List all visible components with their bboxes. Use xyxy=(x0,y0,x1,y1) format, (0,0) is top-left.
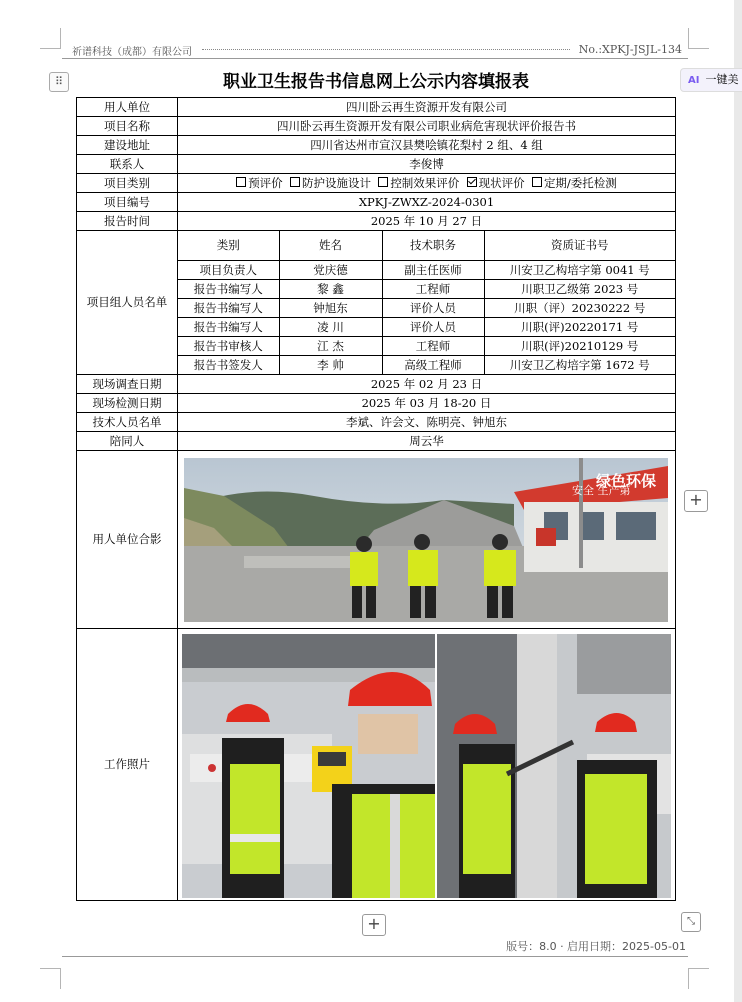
label-cell: 工作照片 xyxy=(77,629,178,901)
members-header: 类别 xyxy=(178,231,279,261)
label-cell: 项目名称 xyxy=(77,117,178,136)
group-photo-banner-left: 安全 生产第 xyxy=(572,484,631,497)
row-address xyxy=(77,136,676,155)
member-cert[interactable]: 川安卫乙构培字第 0041 号 xyxy=(484,261,675,280)
category-option[interactable]: 定期/委托检测 xyxy=(532,176,617,190)
row-contact xyxy=(77,155,676,174)
checkbox-checked-icon xyxy=(467,177,477,187)
category-option[interactable]: 现状评价 xyxy=(467,176,525,190)
label-cell: 技术人员名单 xyxy=(77,413,178,432)
member-role[interactable]: 报告书编写人 xyxy=(178,280,279,299)
header-rule xyxy=(62,58,688,59)
row-escort xyxy=(77,432,676,451)
work-photo-right[interactable] xyxy=(437,634,671,898)
member-role[interactable]: 报告书编写人 xyxy=(178,318,279,337)
label-cell: 陪同人 xyxy=(77,432,178,451)
table-row xyxy=(178,261,675,280)
member-cert[interactable]: 川安卫乙构培字第 1672 号 xyxy=(509,357,650,372)
label-cell: 联系人 xyxy=(77,155,178,174)
member-title[interactable]: 评价人员 xyxy=(382,318,484,337)
group-photo-cell xyxy=(178,451,676,629)
member-title[interactable]: 高级工程师 xyxy=(382,356,484,375)
crop-mark-bottom-right xyxy=(688,968,709,989)
label-cell: 用人单位合影 xyxy=(77,451,178,629)
crop-mark-bottom-left xyxy=(40,968,61,989)
category-option[interactable]: 防护设施设计 xyxy=(290,176,371,190)
ai-beautify-label: 一键美 xyxy=(705,73,739,86)
row-category xyxy=(77,174,676,193)
project-no-value[interactable]: XPKJ-ZWXZ-2024-0301 xyxy=(178,193,676,212)
label-cell: 现场检测日期 xyxy=(77,394,178,413)
member-title[interactable]: 评价人员 xyxy=(382,299,484,318)
ai-beautify-button[interactable] xyxy=(680,68,742,92)
project-name-value[interactable]: 四川卧云再生资源开发有限公司职业病危害现状评价报告书 xyxy=(178,117,676,136)
row-test-date xyxy=(77,394,676,413)
member-title[interactable]: 工程师 xyxy=(382,337,484,356)
add-row-button[interactable]: + xyxy=(362,914,386,936)
members-header: 技术职务 xyxy=(382,231,484,261)
member-title[interactable]: 工程师 xyxy=(382,280,484,299)
member-name[interactable]: 黎 鑫 xyxy=(279,280,382,299)
member-cert[interactable]: 川职（评）20230222 号 xyxy=(484,299,675,318)
add-column-button[interactable]: + xyxy=(684,490,708,512)
row-employer xyxy=(77,98,676,117)
category-option[interactable]: 预评价 xyxy=(236,176,283,190)
address-value[interactable]: 四川省达州市宣汉县樊哙镇花梨村 2 组、4 组 xyxy=(178,136,676,155)
label-cell: 现场调查日期 xyxy=(77,375,178,394)
row-group-photo xyxy=(77,451,676,629)
members-header: 资质证书号 xyxy=(484,231,675,261)
crop-mark-top-right xyxy=(688,28,709,49)
header-doc-no: No.:XPKJ-JSJL-134 xyxy=(578,43,682,56)
members-table xyxy=(178,231,675,374)
member-cert[interactable]: 川职(评)20220171 号 xyxy=(484,318,675,337)
member-cert[interactable]: 川职(评)20210129 号 xyxy=(484,337,675,356)
technicians-value[interactable]: 李斌、许会文、陈明亮、钟旭东 xyxy=(178,413,676,432)
report-time-value[interactable]: 2025 年 10 月 27 日 xyxy=(178,212,676,231)
row-survey-date xyxy=(77,375,676,394)
ai-badge-icon: AI xyxy=(688,75,700,86)
checkbox-icon xyxy=(532,177,542,187)
table-row xyxy=(178,356,675,375)
member-role[interactable]: 报告书编写人 xyxy=(178,299,279,318)
member-name[interactable]: 李 帅 xyxy=(279,356,382,375)
row-technicians xyxy=(77,413,676,432)
checkbox-icon xyxy=(236,177,246,187)
row-work-photo xyxy=(77,629,676,901)
row-members xyxy=(77,231,676,375)
table-row xyxy=(178,337,675,356)
label-cell: 项目编号 xyxy=(77,193,178,212)
label-cell: 项目类别 xyxy=(77,174,178,193)
members-header: 姓名 xyxy=(279,231,382,261)
member-name[interactable]: 钟旭东 xyxy=(279,299,382,318)
header-leader-dots xyxy=(202,49,570,50)
member-cert[interactable]: 川职卫乙级第 2023 号 xyxy=(484,280,675,299)
footer-version: 版号：8.0 · 启用日期：2025-05-01 xyxy=(506,940,686,953)
table-row xyxy=(178,280,675,299)
label-cell: 建设地址 xyxy=(77,136,178,155)
table-row xyxy=(178,299,675,318)
employer-value[interactable]: 四川卧云再生资源开发有限公司 xyxy=(178,98,676,117)
crop-mark-top-left xyxy=(40,28,61,49)
group-photo-banner: 绿色环保 xyxy=(596,472,657,490)
member-name[interactable]: 党庆德 xyxy=(279,261,382,280)
member-role[interactable]: 报告书审核人 xyxy=(178,337,279,356)
move-handle-icon[interactable]: ⠿ xyxy=(49,72,69,92)
member-role[interactable]: 项目负责人 xyxy=(178,261,279,280)
row-project-name xyxy=(77,117,676,136)
members-header-row xyxy=(178,231,675,261)
survey-date-value[interactable]: 2025 年 02 月 23 日 xyxy=(178,375,676,394)
member-role[interactable]: 报告书签发人 xyxy=(178,356,279,375)
label-cell: 项目组人员名单 xyxy=(77,231,178,375)
checkbox-icon xyxy=(290,177,300,187)
member-name[interactable]: 凌 川 xyxy=(279,318,382,337)
category-options xyxy=(178,174,676,193)
members-cell xyxy=(178,231,676,375)
test-date-value[interactable]: 2025 年 03 月 18-20 日 xyxy=(178,394,676,413)
checkbox-icon xyxy=(378,177,388,187)
label-cell: 用人单位 xyxy=(77,98,178,117)
work-photo-cell xyxy=(178,629,676,901)
resize-icon[interactable]: ⤡ xyxy=(681,912,701,932)
page-title: 职业卫生报告书信息网上公示内容填报表 xyxy=(223,72,529,92)
escort-value[interactable]: 周云华 xyxy=(178,432,676,451)
header-company: 祈谱科技（成都）有限公司 xyxy=(72,47,192,58)
label-cell: 报告时间 xyxy=(77,212,178,231)
group-photo[interactable] xyxy=(184,458,668,622)
member-name[interactable]: 江 杰 xyxy=(279,337,382,356)
member-title[interactable]: 副主任医师 xyxy=(382,261,484,280)
contact-value[interactable]: 李俊博 xyxy=(178,155,676,174)
category-option[interactable]: 控制效果评价 xyxy=(378,176,459,190)
table-row xyxy=(178,318,675,337)
row-report-time xyxy=(77,212,676,231)
work-photo-left[interactable] xyxy=(182,634,435,898)
info-table xyxy=(76,97,676,901)
page-header xyxy=(62,40,688,60)
footer-rule xyxy=(62,956,688,957)
row-project-no xyxy=(77,193,676,212)
